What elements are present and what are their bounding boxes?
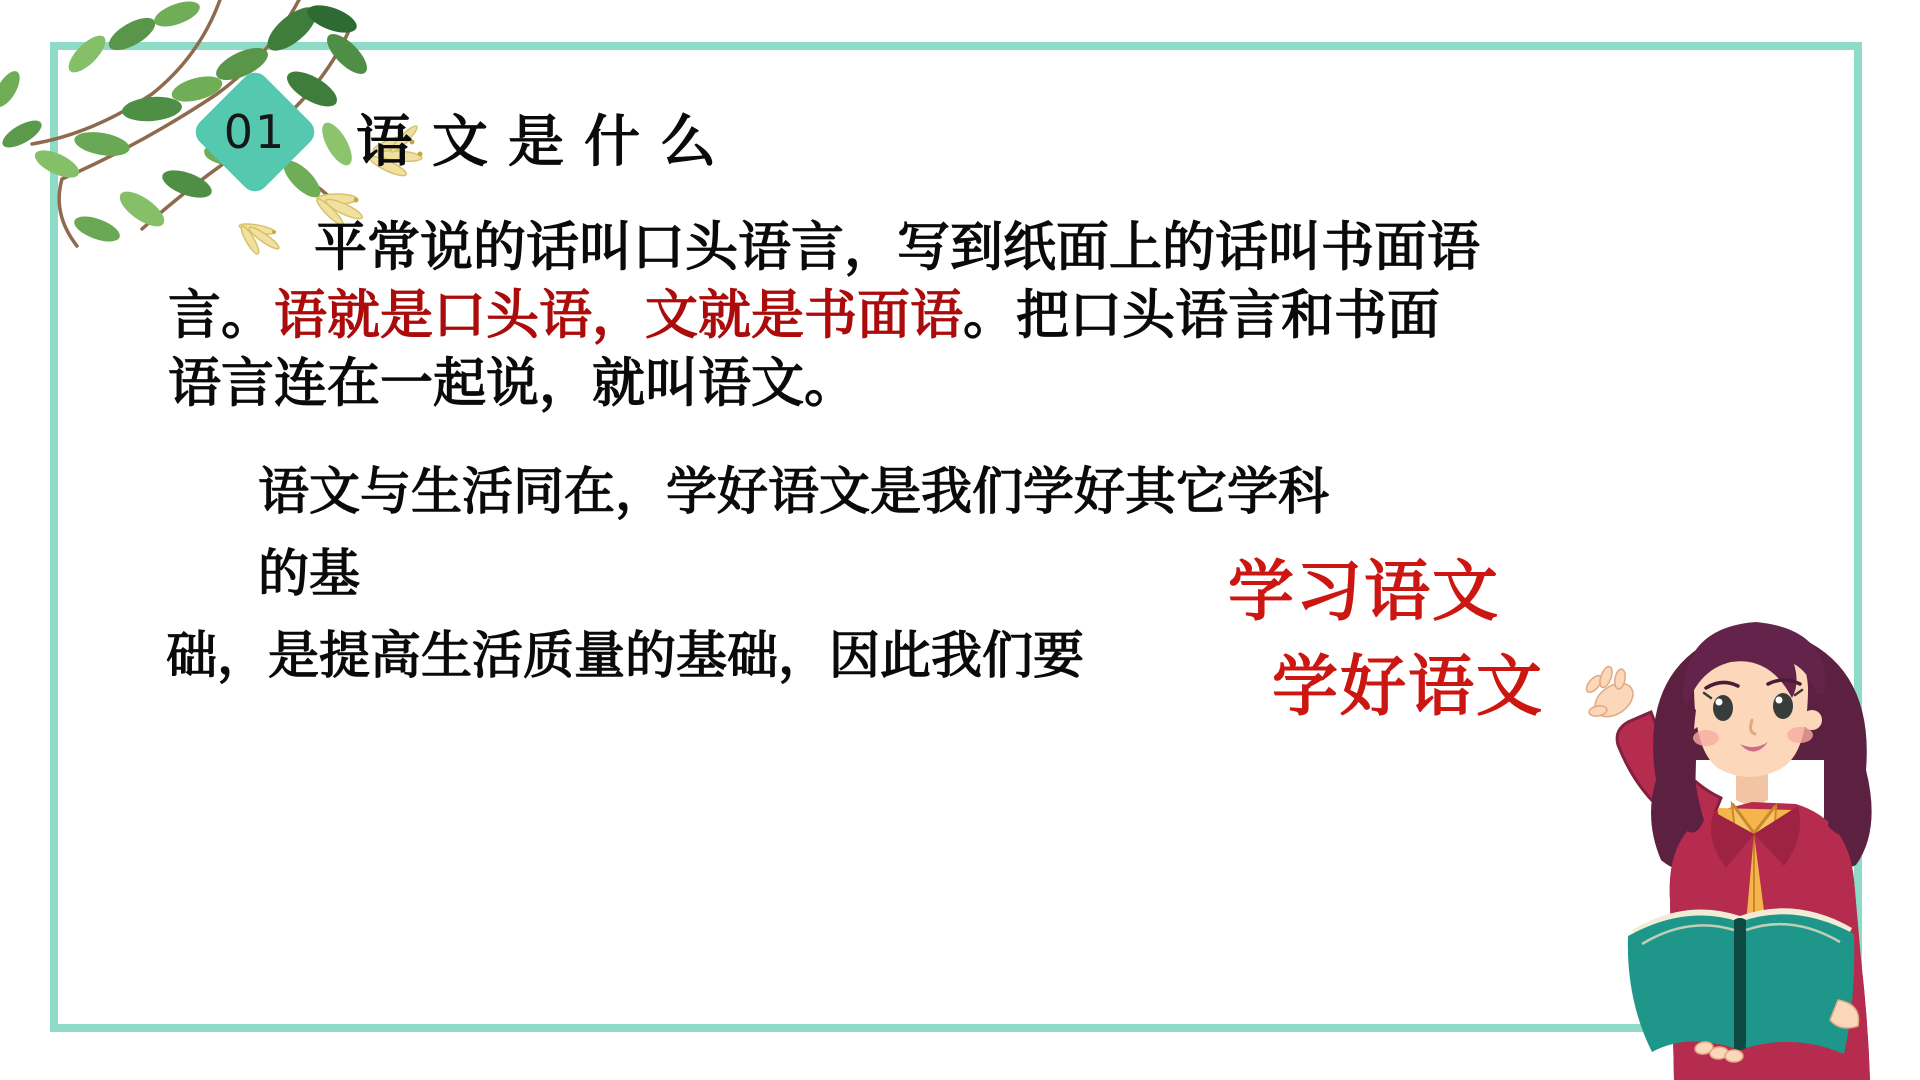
paragraph1-highlight: 语就是口头语，文就是书面语 [274, 287, 963, 345]
paragraph1-line2-pre: 言。 [168, 287, 274, 345]
section-number: 01 [223, 105, 287, 159]
paragraph-definition [168, 214, 1488, 418]
teacher-illustration [1556, 580, 1920, 1080]
emphasis-text [1228, 545, 1544, 735]
paragraph1-line1: 平常说的话叫口头语言，写到纸面上的话叫书面语 [314, 219, 1480, 277]
paragraph1-line2-post: 。把口头语言和书面 [963, 287, 1440, 345]
emphasis-line2: 学好语文 [1272, 651, 1544, 724]
section-number-badge [190, 67, 320, 197]
paragraph2-line2: 础，是提高生活质量的基础，因此我们要 [166, 629, 1085, 685]
paragraph1-line2 [168, 282, 1488, 350]
paragraph2-line1: 语文与生活同在，学好语文是我们学好其它学科的基 [258, 465, 1330, 603]
slide-title: 语 文 是 什 么 [356, 112, 719, 174]
paragraph-importance [166, 452, 1366, 698]
paragraph1-line3: 语言连在一起说，就叫语文。 [168, 355, 857, 413]
emphasis-line1: 学习语文 [1228, 556, 1500, 629]
